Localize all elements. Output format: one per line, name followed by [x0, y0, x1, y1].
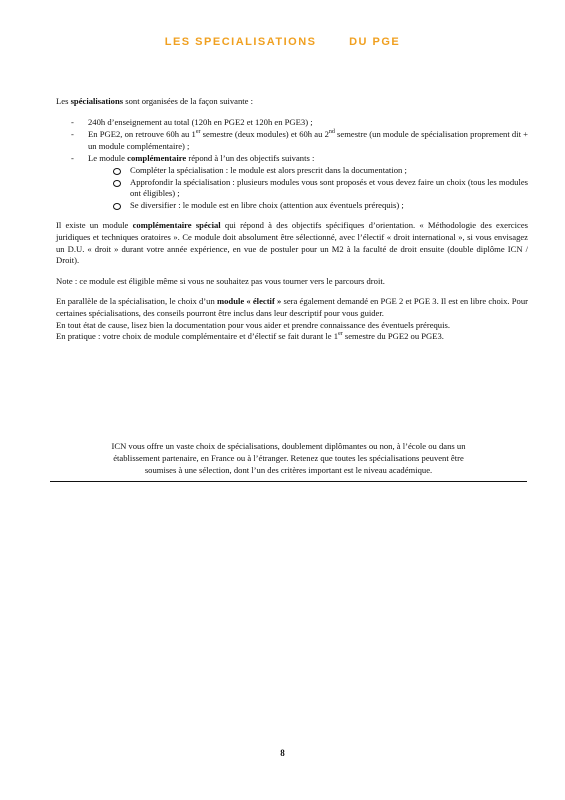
organisation-list: [56, 117, 528, 212]
summary-line: établissement partenaire, en France ou à l’étranger. Retenez que toutes les spécialisations peuvent être: [113, 453, 464, 464]
documentation-paragraph: En tout état de cause, lisez bien la documentation pour vous aider et prendre connaissance des éventuels prérequis.: [56, 319, 450, 330]
pratique-paragraph: [56, 331, 528, 343]
complementaire-bold: complémentaire: [127, 153, 187, 164]
list-item-pge2: [56, 129, 528, 152]
special-module-paragraph: [56, 220, 528, 266]
objective-item: Compléter la spécialisation : le module est alors prescrit dans la documentation ;: [110, 165, 528, 177]
intro-post: sont organisées de la façon suivante :: [125, 96, 254, 106]
objectives-list: [88, 165, 528, 211]
pratique-text-b: semestre du PGE2 ou PGE3.: [342, 331, 444, 342]
list-item-complementaire: [56, 153, 528, 211]
complementaire-pre: Le module: [88, 153, 125, 164]
list-item-hours-text: 240h d’enseignement au total (120h en PGE2 et 120h en PGE3) ;: [88, 116, 313, 127]
page-number: 8: [280, 748, 285, 758]
intro-pre: Les: [56, 96, 69, 106]
page-title: [0, 36, 565, 48]
electif-text-a: En parallèle de la spécialisation, le choix d’un: [56, 296, 215, 307]
electif-paragraph: [56, 296, 528, 319]
page-title-part1: LES SPECIALISATIONS: [164, 36, 317, 48]
pratique-text-a: En pratique : votre choix de module complémentaire et d’électif se fait durant le 1: [56, 331, 339, 342]
pge2-sup-2: nd: [328, 129, 335, 136]
pge2-text-b: semestre (deux modules) et 60h au 2: [200, 129, 329, 140]
page-title-part2: DU PGE: [349, 36, 401, 48]
electif-text-bold: module « électif »: [216, 296, 282, 307]
summary-line: soumises à une sélection, dont l’un des critères important est le niveau académique.: [144, 465, 433, 476]
main-text: [56, 96, 528, 352]
pge2-sup-1: er: [195, 129, 201, 136]
note-paragraph: Note : ce module est éligible même si vous ne souhaitez pas vous tourner vers le parcours droit.: [56, 275, 385, 286]
special-text-a: Il existe un module: [56, 220, 129, 231]
intro-paragraph: [56, 96, 528, 108]
complementaire-post: répond à l’un des objectifs suivants :: [188, 153, 315, 164]
special-text-c: qui répond à des objectifs spécifiques d’orientation. « Méthodologie des exercices juridiques et techniques oratoires ». Ce module doit absolument être sélectionné, avec l’électif « droit international », si vous envisagez un D.U. « droit » durant votre année expérience, en vue de postuler pour un M2 à la faculté de droit ensuite (double diplôme ICN / Droit).: [56, 220, 528, 266]
pge2-text-a: En PGE2, on retrouve 60h au 1: [88, 129, 196, 140]
objective-item: Se diversifier : le module est en libre choix (attention aux éventuels prérequis) ;: [110, 200, 528, 212]
intro-bold: spécialisations: [70, 96, 124, 106]
summary-box: [50, 440, 527, 482]
electif-text-c: sera également demandé en PGE 2 et PGE 3. Il est en libre choix. Pour certaines spécialisations, des conseils pourront être inclus dans leur descriptif pour vous guider.: [56, 296, 529, 318]
special-text-bold: complémentaire spécial: [132, 220, 221, 231]
list-item-hours: [56, 117, 528, 129]
objective-item: Approfondir la spécialisation : plusieurs modules vous sont proposés et vous devez faire un choix (tous les modules ont éligibles) ;: [110, 177, 528, 200]
pratique-sup: er: [338, 331, 343, 338]
summary-line: ICN vous offre un vaste choix de spécialisations, doublement diplômantes ou non, à l’école ou dans un: [111, 441, 466, 451]
pge2-text-c: semestre (un module de spécialisation proprement dit + un module complémentaire) ;: [88, 129, 529, 151]
